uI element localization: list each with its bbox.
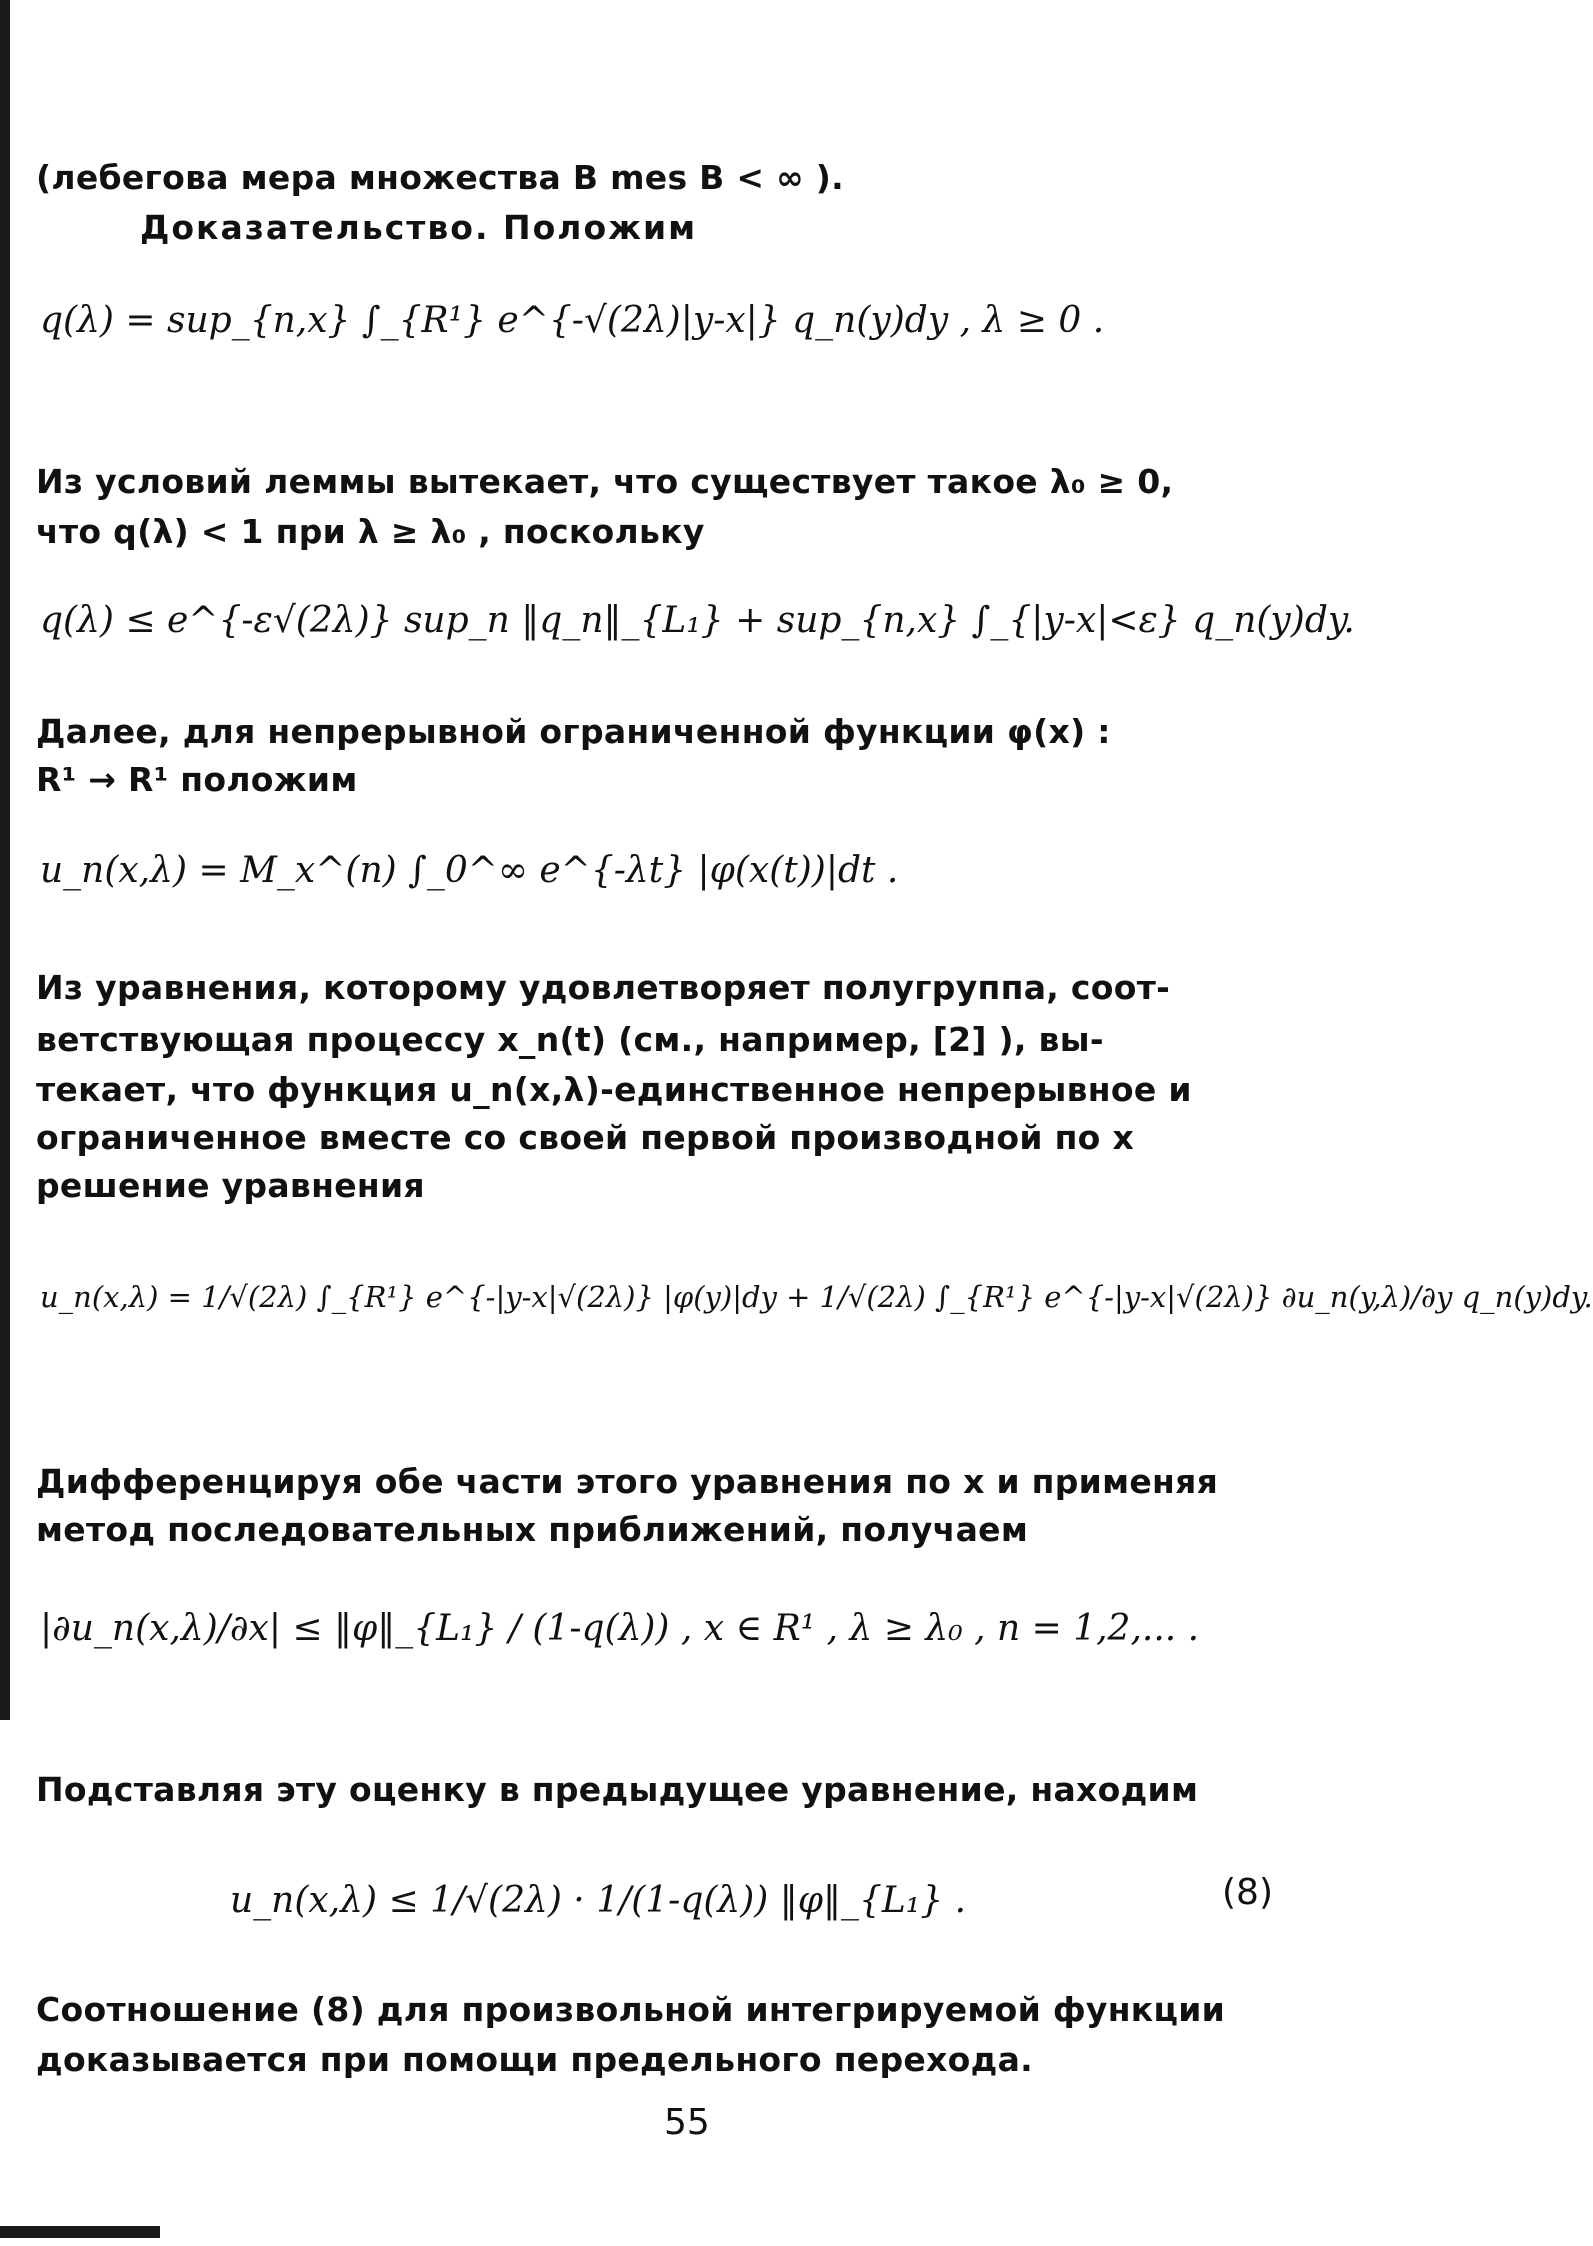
text-line-9: текает, что функция u_n(x,λ)-единственное непрерывное и (36, 1070, 1192, 1109)
text-line-4: что q(λ) < 1 при λ ≥ λ₀ , поскольку (36, 512, 705, 551)
text-line-1: (лебегова мера множества B mes B < ∞ ). (36, 158, 844, 197)
text-line-3: Из условий леммы вытекает, что существует такое λ₀ ≥ 0, (36, 462, 1174, 501)
text-line-7: Из уравнения, которому удовлетворяет полугруппа, соот- (36, 968, 1171, 1007)
text-line-13: метод последовательных приближений, получаем (36, 1510, 1029, 1549)
equation-u-definition: u_n(x,λ) = M_x^(n) ∫_0^∞ e^{-λt} |φ(x(t))|dt . (40, 850, 899, 891)
text-line-2: Доказательство. Положим (140, 208, 698, 247)
page-edge-shadow (0, 0, 10, 1720)
text-line-8: ветствующая процессу x_n(t) (см., например, [2] ), вы- (36, 1020, 1104, 1059)
equation-number: (8) (1222, 1872, 1273, 1913)
equation-q-estimate: q(λ) ≤ e^{-ε√(2λ)} sup_n ‖q_n‖_{L₁} + sup_{n,x} ∫_{|y-x|<ε} q_n(y)dy. (40, 600, 1355, 641)
text-line-10: ограниченное вместе со своей первой производной по x (36, 1118, 1135, 1157)
text-line-6: R¹ → R¹ положим (36, 760, 358, 799)
equation-derivative-bound: |∂u_n(x,λ)/∂x| ≤ ‖φ‖_{L₁} / (1-q(λ)) , x ∈ R¹ , λ ≥ λ₀ , n = 1,2,... . (40, 1608, 1200, 1649)
text-line-16: доказывается при помощи предельного перехода. (36, 2040, 1033, 2079)
page-number: 55 (664, 2102, 710, 2143)
equation-integral: u_n(x,λ) = 1/√(2λ) ∫_{R¹} e^{-|y-x|√(2λ)} |φ(y)|dy + 1/√(2λ) ∫_{R¹} e^{-|y-x|√(2λ)} ∂u_n(y,λ)/∂y q_n(y)dy. (40, 1280, 1593, 1314)
text-line-15: Соотношение (8) для произвольной интегрируемой функции (36, 1990, 1226, 2029)
text-line-14: Подставляя эту оценку в предыдущее уравнение, находим (36, 1770, 1199, 1809)
equation-q-lambda: q(λ) = sup_{n,x} ∫_{R¹} e^{-√(2λ)|y-x|} q_n(y)dy , λ ≥ 0 . (40, 300, 1105, 341)
page-bottom-mark (0, 2226, 160, 2238)
text-line-12: Дифференцируя обе части этого уравнения по x и применяя (36, 1462, 1219, 1501)
text-line-11: решение уравнения (36, 1166, 425, 1205)
text-line-5: Далее, для непрерывной ограниченной функции φ(x) : (36, 712, 1111, 751)
equation-8: u_n(x,λ) ≤ 1/√(2λ) · 1/(1-q(λ)) ‖φ‖_{L₁} . (230, 1880, 967, 1921)
